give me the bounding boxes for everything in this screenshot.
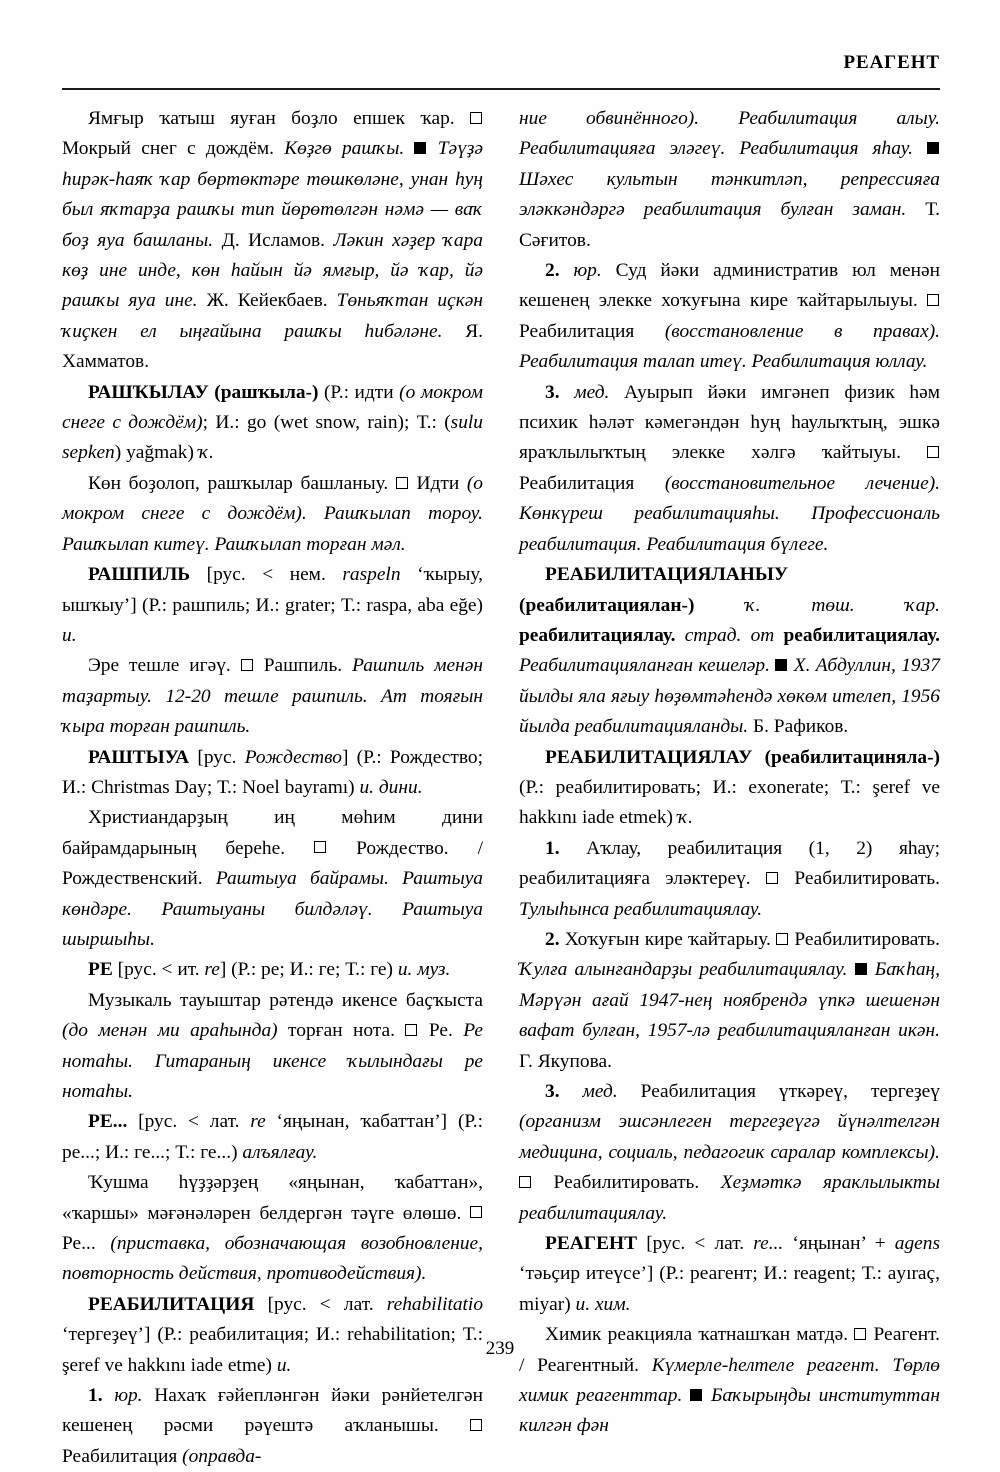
open-square-marker <box>405 1024 417 1036</box>
italic-text: юр. <box>573 260 616 282</box>
body-text: ] (Р.: ре; И.: ге; Т.: ге) <box>219 959 398 981</box>
body-text: [рус. < лат. <box>267 1293 387 1315</box>
dictionary-entry <box>62 743 483 804</box>
body-text: Ре... <box>62 1233 111 1255</box>
body-text: Ауырып йәки имгәнеп физик һәм психик һәләт кәмегәндән һуң һаулыҡтың, эшкә яраҡлылыҡтың элекке хәлгә ҡайтыуы. <box>519 381 940 464</box>
body-text: Реагент. / Реагентный. <box>519 1324 940 1376</box>
body-text: Реабилитация <box>519 320 665 342</box>
entry-paragraph <box>62 803 483 955</box>
italic-text: Төньяҡтан иҫкән ҡиҫкен ел ыңғайына рашҡы һибәләне. <box>62 290 483 342</box>
headword-text: реабилитациялау. <box>519 624 685 646</box>
italic-text: re... <box>753 1233 793 1255</box>
body-text: Д. Исламов. <box>221 229 334 251</box>
italic-text: Тәүҙә һирәк-һаяҡ ҡар бөртөктәре төшкөләне, унан һуң был яҡтарҙа рашҡы тип йөрөтөлгән нәмә — ваҡ боҙ яуа башланы. <box>62 138 483 251</box>
header-rule <box>62 88 940 90</box>
body-text: [рус. < нем. <box>206 564 343 586</box>
italic-text: Х. Абдуллин, 1937 йылды яла яғыу һөҙөмтәһендә хөкөм ителеп, 1956 йылда реабилитацияланды. <box>519 655 940 738</box>
headword-text: (реабилитациялан-) <box>519 594 746 616</box>
body-text: Хоҡуғын кире ҡайтарыу. <box>564 928 777 950</box>
headword-text: РЕ... <box>88 1111 139 1133</box>
two-column-text-body <box>62 104 940 1472</box>
italic-text: и. хим. <box>575 1293 631 1315</box>
body-text: Рождество. / Рождественский. <box>62 837 483 890</box>
sense-number: 2. <box>545 260 574 282</box>
italic-text: (оправда- <box>182 1445 262 1467</box>
entry-paragraph <box>519 1077 940 1229</box>
dictionary-entry <box>62 378 483 469</box>
sense-marker <box>405 1020 428 1041</box>
body-text: Ре. <box>428 1020 464 1042</box>
body-text: Мокрый снег с дождём. <box>62 138 285 160</box>
body-text: Ямғыр ҡатыш яуған боҙло епшек ҡар. <box>88 108 470 129</box>
italic-text: алъялғау. <box>242 1141 318 1163</box>
italic-text: Баҡырыңды институттан килгән фән <box>519 1385 940 1437</box>
body-text: ‘тәьҫир итеүсе’] (Р.: реагент; И.: reagent; Т.: ayıraç, miyar) <box>519 1263 940 1315</box>
body-text: торған нота. <box>288 1020 406 1042</box>
body-text: Нахаҡ ғәйепләнгән йәки рәнйетелгән кешенең рәсми рәүештә аҡланышы. <box>62 1385 484 1437</box>
body-text: Ж. Кейекбаев. <box>206 290 337 312</box>
italic-text: Күмерле-һелтеле реагент. Төрлө химик реагенттар. <box>519 1354 940 1407</box>
body-text: Реабилитация <box>62 1445 183 1467</box>
body-text: ) yağmak) <box>114 442 199 464</box>
body-text: [рус. <box>197 746 245 768</box>
italic-text: re <box>204 959 220 981</box>
open-square-marker <box>519 1176 531 1188</box>
sense-marker <box>414 138 437 159</box>
italic-text: (приставка, обозначающая возобновление, повторность действия, противодействия). <box>62 1233 483 1285</box>
sense-marker <box>470 1203 483 1224</box>
italic-text: и. <box>276 1354 292 1376</box>
body-text: ‘тергеҙеү’] (Р.: реабилитация; И.: rehabilitation; Т.: şeref ve hakkını iade etme) <box>62 1324 483 1376</box>
italic-text: (восстановление в правах). Реабилитация талап итеү. Реабилитация юллау. <box>519 320 940 373</box>
italic-text: Рождество <box>244 746 342 768</box>
italic-text: Шәхес культын тәнкитләп, репрессияға эләккәндәргә реабилитация булған заман. <box>519 168 940 221</box>
sense-number: 3. <box>545 1081 583 1102</box>
entry-paragraph <box>519 378 940 560</box>
italic-text: Хеҙмәткә яраклылыкты реабилитациялау. <box>519 1172 940 1224</box>
italic-text: Раштыуа байрамы. Раштыуа көндәре. Раштыуаны билдәләү. Раштыуа шыршыһы. <box>62 868 483 950</box>
sense-number: 1. <box>88 1385 115 1407</box>
body-text: Т. Сәғитов. <box>519 199 940 251</box>
entry-paragraph <box>519 256 940 378</box>
headword-text: РЕАБИЛИТАЦИЯЛАНЫУ <box>545 564 789 586</box>
filled-square-marker <box>855 963 867 975</box>
headword-text: (рашҡыла-) <box>214 381 324 403</box>
italic-text: Ре нотаһы. Гитараның икенсе ҡылындағы ре нотаһы. <box>62 1020 483 1102</box>
body-text: Реабилитация үткәреү, тергеҙеү <box>640 1081 940 1102</box>
open-square-marker <box>470 112 482 124</box>
italic-text: и. дини. <box>359 776 423 798</box>
italic-text: ҡ. төш. ҡар. <box>745 594 940 616</box>
filled-square-marker <box>690 1389 702 1401</box>
entry-paragraph <box>62 104 483 378</box>
entry-paragraph <box>62 651 483 742</box>
headword-text: РЕАБИЛИТАЦИЯ <box>88 1293 268 1315</box>
dictionary-entry <box>62 1290 483 1381</box>
body-text: Эре тешле игәү. <box>88 655 241 677</box>
sense-marker <box>470 108 483 129</box>
italic-text: (восстановительное лечение). Көнкүреш реабилитацияһы. Профессиональ реабилитация. Реабилитация бүлеге. <box>519 472 940 555</box>
filled-square-marker <box>775 659 787 671</box>
sense-number: 2. <box>545 928 565 950</box>
headword-text: РАШҠЫЛАУ <box>88 381 215 403</box>
italic-text: sulu sepken <box>62 412 483 464</box>
sense-marker <box>470 1415 483 1436</box>
open-square-marker <box>470 1419 482 1431</box>
headword-text: РЕАГЕНТ <box>545 1233 647 1255</box>
body-text: Реабилитировать. <box>794 928 940 950</box>
body-text: [рус. < лат. <box>138 1111 251 1133</box>
body-text: Химик реакцияла ҡатнашҡан матдә. <box>545 1324 855 1346</box>
body-text: Музыкаль тауыштар рәтендә икенсе баҫҡыста <box>88 989 483 1011</box>
filled-square-marker <box>927 142 939 154</box>
sense-marker <box>766 868 794 889</box>
italic-text: (о мокром снеге с дождём). Рашҡылап тороу. Рашҡылап китеү. Рашҡылап торған мәл. <box>62 472 483 555</box>
italic-text: ҡ. <box>677 807 693 829</box>
italic-text: ҡ. <box>198 442 214 464</box>
open-square-marker <box>470 1206 482 1218</box>
headword-text: РЕ <box>88 959 118 981</box>
body-text: [рус. < лат. <box>646 1233 754 1255</box>
body-text: Рашпиль. <box>263 655 353 677</box>
body-text: Көн боҙолоп, рашҡылар башланыу. <box>88 472 396 494</box>
entry-paragraph <box>62 1381 483 1472</box>
sense-marker <box>314 838 356 859</box>
italic-text: Ләкин хәҙер ҡара көҙ ине инде, көн һайын йә ямғыр, йә ҡар, йә рашҡы яуа ине. <box>62 229 483 312</box>
sense-marker <box>927 138 940 159</box>
dictionary-entry <box>62 955 483 985</box>
dictionary-entry <box>62 1107 483 1168</box>
entry-paragraph <box>519 925 940 1077</box>
open-square-marker <box>241 659 253 671</box>
italic-text: мед. <box>574 381 625 403</box>
sense-number: 1. <box>545 837 587 859</box>
running-head: РЕАГЕНТ <box>843 52 940 73</box>
body-text: Аҡлау, реабилитация (1, 2) яһау; реабилитацияға эләктереү. <box>519 837 941 890</box>
italic-text: raspeln <box>342 564 418 586</box>
italic-text: и. муз. <box>397 959 451 981</box>
body-text: [рус. < ит. <box>117 959 205 981</box>
body-text: (Р.: реабилитировать; И.: exonerate; Т.: şeref ve hakkını iade etmek) <box>519 776 940 829</box>
body-text: Б. Рафиков. <box>752 716 849 738</box>
headword-text: РАШТЫУА <box>88 746 198 768</box>
italic-text: (организм эшсәнлеген тергеҙеүгә йүнәлтелгән медицина, социаль, педагогик саралар комплексы). <box>519 1111 940 1163</box>
body-text: Ҡушма һүҙҙәрҙең «яңынан, ҡабаттан», «ҡаршы» мәғәнәләрен белдергән тәүге өлөшө. <box>62 1172 483 1224</box>
sense-marker <box>927 442 940 463</box>
sense-number: 3. <box>545 381 575 403</box>
body-text: Реабилитация <box>519 472 665 494</box>
body-text: Я. Хамматов. <box>62 320 483 373</box>
italic-text: юр. <box>114 1385 155 1407</box>
headword-text: реабилитациялау. <box>783 624 940 646</box>
entry-paragraph <box>519 104 940 256</box>
sense-marker <box>855 959 875 980</box>
entry-paragraph <box>62 986 483 1108</box>
open-square-marker <box>927 446 939 458</box>
open-square-marker <box>314 841 326 853</box>
dictionary-entry <box>62 560 483 651</box>
italic-text: Реабилитацияланған кешеләр. <box>519 655 776 677</box>
entry-paragraph <box>519 834 940 925</box>
headword-text: (реабилитациняла-) <box>764 746 940 768</box>
body-text: Реабилитировать. <box>553 1172 721 1194</box>
body-text: (Р.: идти <box>323 381 400 403</box>
right-text-column <box>519 104 940 1472</box>
italic-text: ние обвинённого). Реабилитация алыу. Реабилитацияға эләгеү. Реабилитация яһау. <box>519 108 940 160</box>
italic-text: Рашпиль менән таҙартыу. 12-20 тешле рашпиль. Ат тояғын ҡыра торған рашпиль. <box>62 655 483 738</box>
filled-square-marker <box>414 142 426 154</box>
italic-text: страд. от <box>684 624 784 646</box>
open-square-marker <box>776 933 788 945</box>
dictionary-entry <box>519 743 940 834</box>
body-text: ‘яңынан, ҡабаттан’] (Р.: ре...; И.: ге...; Т.: ге...) <box>62 1111 484 1163</box>
body-text: ] (Р.: Рождество; И.: Christmas Day; Т.: Noel bayramı) <box>62 746 483 798</box>
italic-text: Ҡулға алынғандарҙы реабилитациялау. <box>519 959 855 981</box>
body-text: Христиандарҙың иң мөһим дини байрамдарының береһе. <box>62 807 483 859</box>
sense-marker <box>776 929 794 950</box>
open-square-marker <box>927 294 939 306</box>
entry-paragraph <box>62 469 483 560</box>
headword-text: РЕАБИЛИТАЦИЯЛАУ <box>545 746 765 768</box>
headword-text: РАШПИЛЬ <box>88 564 207 586</box>
body-text: Суд йәки административ юл менән кешенең элекке хоҡуғына кире ҡайтарылыуы. <box>519 260 940 312</box>
italic-text: agens <box>894 1233 941 1255</box>
sense-marker <box>927 290 940 311</box>
italic-text: и. <box>62 624 77 646</box>
body-text: ‘яңынан’ + <box>792 1233 895 1255</box>
sense-marker <box>775 655 793 676</box>
open-square-marker <box>766 872 778 884</box>
italic-text: (до менән ми араһында) <box>62 1020 289 1042</box>
page-number: 239 <box>485 1338 515 1359</box>
italic-text: Баҡһаң, Мәрүән ағай 1947-нең ноябрендә үпкә шешенән вафат булған, 1957-лә реабилитацияланған икән. <box>519 959 940 1042</box>
body-text: Г. Якупова. <box>519 1050 612 1072</box>
entry-paragraph <box>62 1168 483 1290</box>
body-text: Реабилитировать. <box>794 868 940 890</box>
italic-text: Тулыһынса реабилитациялау. <box>519 898 763 920</box>
italic-text: (о мокром снеге с дождём) <box>62 381 484 434</box>
sense-marker <box>519 1172 554 1193</box>
sense-marker <box>396 473 417 494</box>
italic-text: rehabilitatio <box>386 1293 484 1315</box>
sense-marker <box>690 1385 711 1406</box>
italic-text: re <box>250 1111 277 1133</box>
body-text: ‘ҡырыу, ышҡыу’] (Р.: рашпиль; И.: grater; Т.: raspa, aba eğe) <box>62 564 483 616</box>
sense-marker <box>241 655 264 676</box>
left-text-column <box>62 104 483 1472</box>
body-text: ; И.: go (wet snow, rain); Т.: ( <box>202 412 451 434</box>
open-square-marker <box>396 477 408 489</box>
italic-text: мед. <box>582 1081 641 1102</box>
body-text: Идти <box>416 472 467 494</box>
dictionary-entry <box>519 1229 940 1320</box>
dictionary-entry <box>519 560 940 742</box>
italic-text: Көҙгө рашҡы. <box>284 138 415 160</box>
